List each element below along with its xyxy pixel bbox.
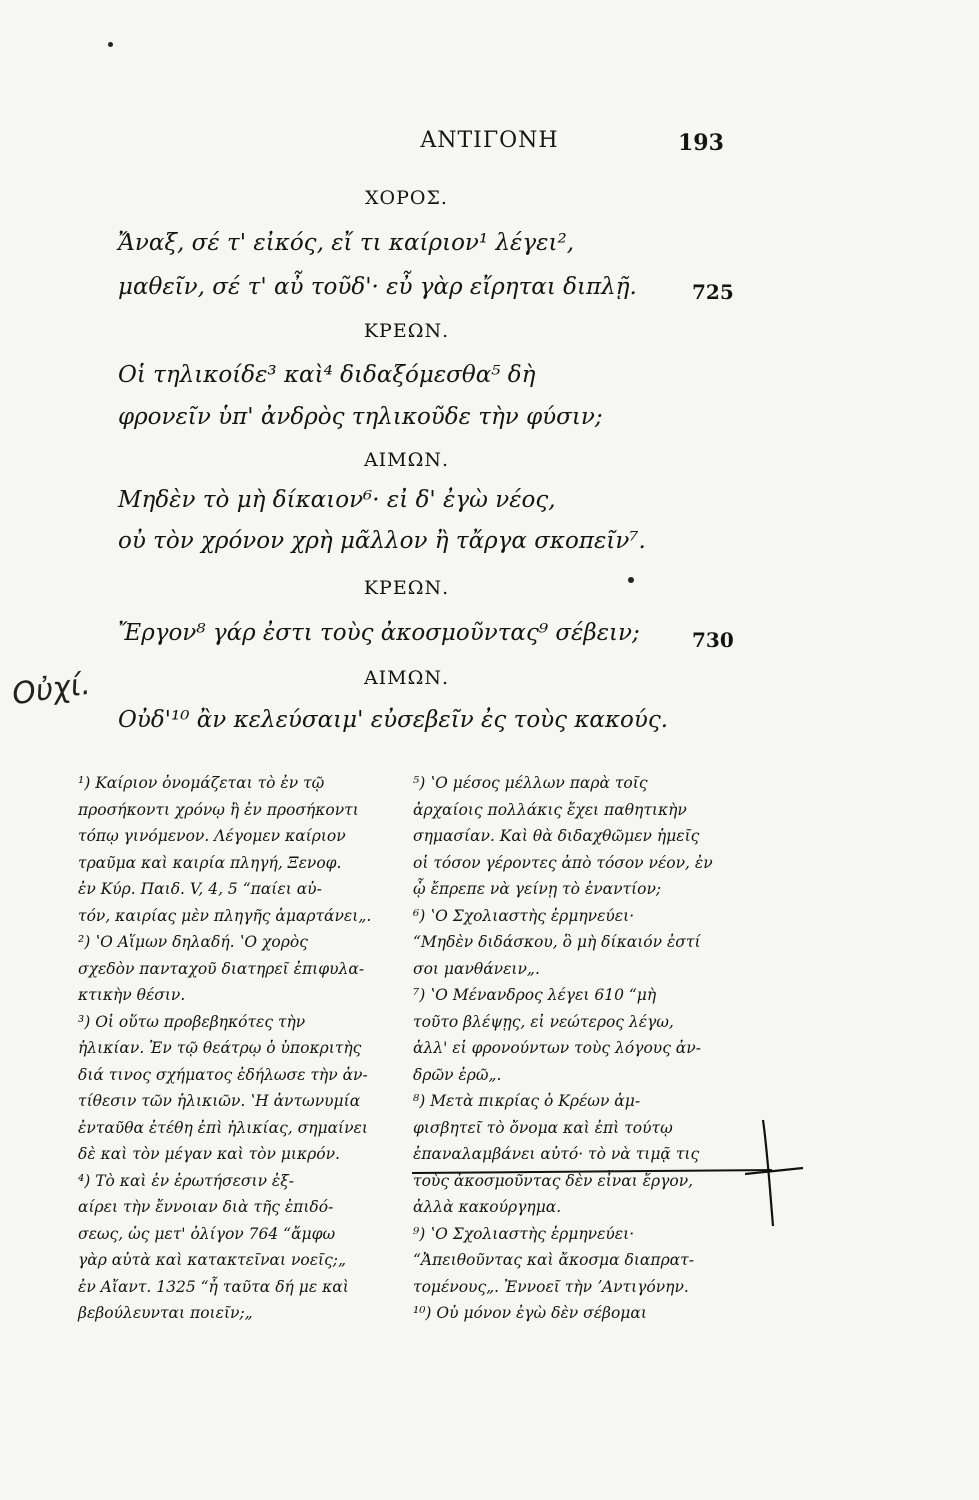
verse-line: Ἔργον⁸ γάρ ἐστι τοὺς ἀκοσμοῦντας⁹ σέβειν; [118, 620, 640, 646]
footnote-line: δὲ καὶ τὸν μέγαν καὶ τὸν μικρόν. [78, 1145, 340, 1163]
verse-line: Μηδὲν τὸ μὴ δίκαιον⁶· εἰ δ' ἐγὼ νέος, [118, 487, 556, 513]
footnote-line: ⁷) ʽΟ Μένανδρος λέγει 610 “μὴ [413, 986, 657, 1004]
verse-line: Ἄναξ, σέ τ' εἰκός, εἴ τι καίριον¹ λέγει², [118, 230, 575, 256]
speaker-creon: ΚΡΕΩΝ. [363, 320, 450, 342]
verse-line: Οὐδ'¹⁰ ἂν κελεύσαιμ' εὐσεβεῖν ἐς τοὺς κακούς. [118, 707, 669, 733]
footnote-line: ⁵) ʽΟ μέσος μέλλων παρὰ τοῖς [413, 774, 648, 792]
footnote-line: ¹⁰) Οὐ μόνον ἐγὼ δὲν σέβομαι [413, 1304, 647, 1322]
footnote-line: τοῦτο βλέψῃς, εἰ νεώτερος λέγω, [413, 1012, 674, 1031]
footnote-line: “Ἀπειθοῦντας καὶ ἄκοσμα διαπρατ- [413, 1251, 694, 1269]
footnote-line: αίρει τὴν ἔννοιαν διὰ τῆς ἐπιδό- [78, 1198, 334, 1216]
footnote-line: “Μηδὲν διδάσκου, ὃ μὴ δίκαιόν ἐστί [413, 933, 701, 951]
footnote-line: ³) Οἱ οὕτω προβεβηκότες τὴν [78, 1012, 306, 1031]
footnote-line: οἱ τόσον γέροντες ἀπὸ τόσον νέον, ἐν [413, 853, 713, 872]
running-title: ΑΝΤΙΓΟΝΗ [420, 128, 559, 153]
verse-line: μαθεῖν, σέ τ' αὖ τοῦδ'· εὖ γὰρ εἴρηται διπλῇ. [118, 274, 637, 300]
footnote-line: ⁹) ʽΟ Σχολιαστὴς ἑρμηνεύει· [413, 1224, 635, 1243]
footnotes-left-column [78, 770, 378, 1327]
footnote-line: δρῶν ἐρῶ„. [413, 1065, 502, 1084]
footnote-line: προσήκοντι χρόνῳ ἢ ἐν προσήκοντι [78, 800, 359, 819]
footnote-line: σχεδὸν πανταχοῦ διατηρεῖ ἐπιφυλα- [78, 959, 365, 978]
verse-line: φρονεῖν ὑπ' ἀνδρὸς τηλικοῦδε τὴν φύσιν; [118, 404, 603, 430]
footnote-line: κτικὴν θέσιν. [78, 986, 186, 1004]
page-number: 193 [678, 130, 724, 156]
footnote-line: βεβούλευνται ποιεῖν;„ [78, 1304, 253, 1322]
speaker-creon: ΚΡΕΩΝ. [363, 577, 450, 599]
footnotes-right-column [413, 770, 743, 1327]
paper-speck [628, 577, 634, 583]
footnote-line: ἀλλὰ κακούργημα. [413, 1198, 562, 1216]
footnote-line: ⁴) Τὸ καὶ ἐν ἐρωτήσεσιν ἐξ- [78, 1171, 295, 1190]
line-number: 730 [692, 628, 734, 652]
footnote-line: τοὺς ἀκοσμοῦντας δὲν εἶναι ἔργον, [413, 1171, 694, 1190]
footnote-line: ¹) Καίριον ὀνομάζεται τὸ ἐν τῷ [78, 774, 325, 792]
footnote-line: ²) ʽΟ Αἵμων δηλαδή. ʽΟ χορὸς [78, 933, 308, 951]
footnote-line: διά τινος σχήματος ἐδήλωσε τὴν ἀν- [78, 1065, 368, 1084]
footnote-line: ἀρχαίοις πολλάκις ἔχει παθητικὴν [413, 800, 687, 819]
footnote-line: τόπῳ γινόμενον. Λέγομεν καίριον [78, 827, 346, 845]
footnote-line: ἐπαναλαμβάνει αὐτό· τὸ νὰ τιμᾷ τις [413, 1145, 700, 1163]
footnote-line: ἡλικίαν. Ἐν τῷ θεάτρῳ ὁ ὑποκριτὴς [78, 1039, 362, 1057]
verse-line: οὐ τὸν χρόνον χρὴ μᾶλλον ἢ τἄργα σκοπεῖν⁷. [118, 528, 646, 554]
paper-speck [108, 42, 113, 47]
footnote-line: σημασίαν. Καὶ θὰ διδαχθῶμεν ἡμεῖς [413, 827, 700, 845]
footnote-line: ἀλλ' εἰ φρονούντων τοὺς λόγους ἀν- [413, 1039, 701, 1057]
footnote-line: τομένους„. Ἐννοεῖ τὴν ʼΑντιγόνην. [413, 1277, 689, 1296]
verse-line: Οἱ τηλικοίδε³ καὶ⁴ διδαξόμεσθα⁵ δὴ [118, 362, 536, 388]
footnote-line: ᾧ ἔπρεπε νὰ γείνῃ τὸ ἐναντίον; [413, 880, 662, 898]
footnote-line: τραῦμα καὶ καιρία πληγή, Ξενοφ. [78, 853, 342, 872]
speaker-haemon: ΑΙΜΩΝ. [363, 667, 450, 689]
footnote-line: ἐν Αἴαντ. 1325 “ἦ ταῦτα δή με καὶ [78, 1277, 349, 1296]
footnote-line: φισβητεῖ τὸ ὄνομα καὶ ἐπὶ τούτῳ [413, 1118, 673, 1137]
speaker-chorus: ΧΟΡΟΣ. [365, 187, 448, 209]
footnote-line: ἐν Κύρ. Παιδ. V, 4, 5 “παίει αὐ- [78, 880, 322, 898]
handwritten-margin-note: Οὐχί. [9, 666, 93, 713]
footnote-line: ἐνταῦθα ἐτέθη ἐπὶ ἡλικίας, σημαίνει [78, 1118, 368, 1137]
footnote-line: ⁶) ʽΟ Σχολιαστὴς ἑρμηνεύει· [413, 906, 635, 925]
line-number: 725 [692, 280, 734, 304]
footnote-line: γὰρ αὐτὰ καὶ κατακτεῖναι νοεῖς;„ [78, 1251, 347, 1269]
footnote-line: σεως, ὡς μετ' ὀλίγον 764 “ἄμφω [78, 1224, 336, 1243]
footnote-line: σοι μανθάνειν„. [413, 959, 540, 978]
footnote-line: ⁸) Μετὰ πικρίας ὁ Κρέων ἀμ- [413, 1092, 641, 1110]
footnote-line: τίθεσιν τῶν ἡλικιῶν. ʽΗ ἀντωνυμία [78, 1092, 361, 1110]
speaker-haemon: ΑΙΜΩΝ. [363, 449, 450, 471]
footnote-line: τόν, καιρίας μὲν πληγῆς ἁμαρτάνει„. [78, 906, 372, 925]
underline-mark [412, 1168, 772, 1178]
